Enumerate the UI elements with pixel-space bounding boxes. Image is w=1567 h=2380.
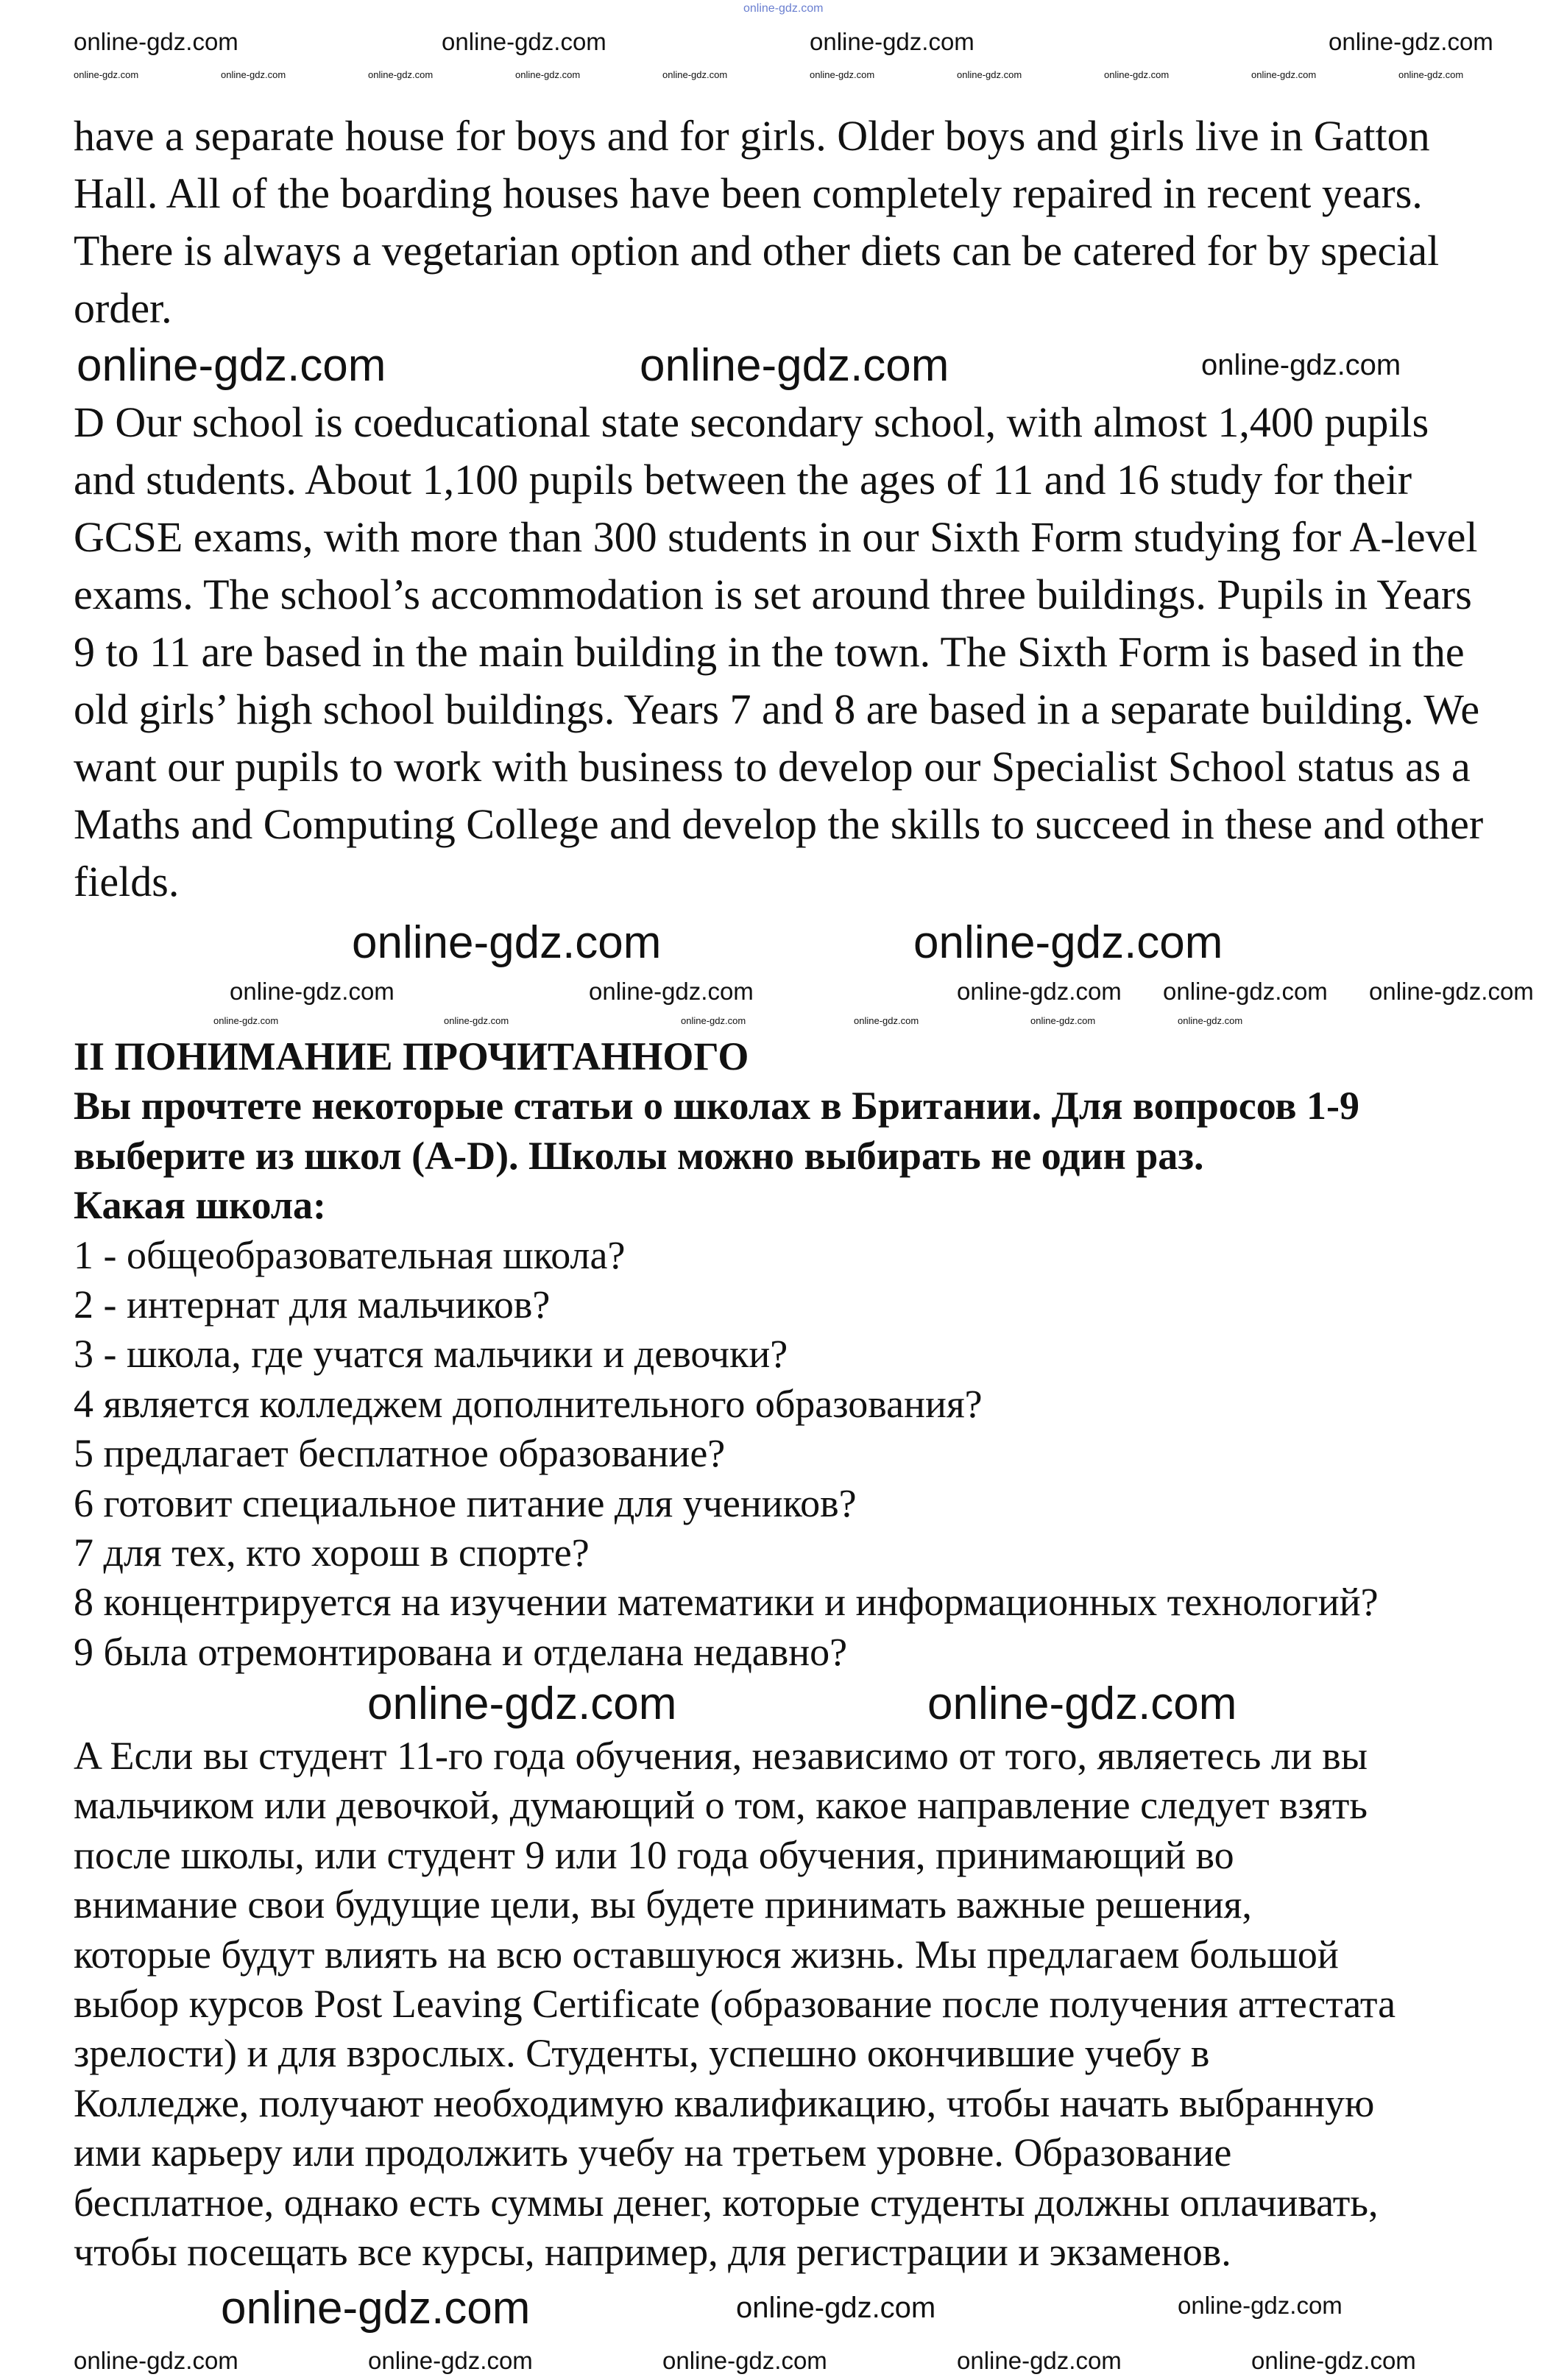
text-line: and students. About 1,100 pupils between the ages of 11 and 16 study for their — [74, 456, 1412, 504]
watermark: online-gdz.com — [1178, 2292, 1343, 2319]
watermark: online-gdz.com — [854, 1015, 919, 1026]
question: 1 - общеобразовательная школа? — [74, 1232, 626, 1277]
watermark: online-gdz.com — [221, 69, 286, 80]
watermark: online-gdz.com — [662, 2347, 827, 2374]
text-line: 9 to 11 are based in the main building in the town. The Sixth Form is based in the — [74, 628, 1465, 676]
watermark: online-gdz.com — [913, 917, 1223, 968]
question: 5 предлагает бесплатное образование? — [74, 1431, 726, 1476]
watermark: online-gdz.com — [1251, 2347, 1416, 2374]
watermark: online-gdz.com — [743, 2, 824, 15]
watermark: online-gdz.com — [1030, 1015, 1096, 1026]
watermark: online-gdz.com — [221, 2283, 531, 2334]
question: 8 концентрируется на изучении математики и информационных технологий? — [74, 1580, 1379, 1625]
watermark: online-gdz.com — [1178, 1015, 1243, 1026]
watermark: online-gdz.com — [230, 978, 395, 1005]
watermark: online-gdz.com — [589, 978, 754, 1005]
watermark: online-gdz.com — [927, 1678, 1237, 1729]
question: 3 - школа, где учатся мальчики и девочки? — [74, 1332, 788, 1377]
watermark: online-gdz.com — [1163, 978, 1328, 1005]
watermark: online-gdz.com — [367, 1678, 677, 1729]
watermark: online-gdz.com — [444, 1015, 509, 1026]
text-line: A Если вы студент 11-го года обучения, независимо от того, являетесь ли вы — [74, 1734, 1368, 1778]
watermark: online-gdz.com — [1201, 349, 1401, 381]
text-line: GCSE exams, with more than 300 students in our Sixth Form studying for A-level — [74, 513, 1478, 561]
watermark: online-gdz.com — [957, 2347, 1122, 2374]
paragraph-c-end — [74, 107, 1439, 337]
watermark: online-gdz.com — [368, 69, 434, 80]
text-line: order. — [74, 284, 172, 332]
watermark: online-gdz.com — [352, 917, 662, 968]
watermark: online-gdz.com — [74, 69, 139, 80]
question: 9 была отремонтирована и отделана недавно? — [74, 1629, 848, 1674]
text-line: Колледже, получают необходимую квалификацию, чтобы начать выбранную — [74, 2080, 1375, 2125]
text-line: There is always a vegetarian option and other diets can be catered for by special — [74, 227, 1440, 275]
watermark: online-gdz.com — [810, 28, 974, 55]
question: 2 - интернат для мальчиков? — [74, 1282, 551, 1327]
text-line: Maths and Computing College and develop the skills to succeed in these and other — [74, 800, 1484, 848]
watermark: online-gdz.com — [77, 340, 386, 391]
text-line: have a separate house for boys and for girls. Older boys and girls live in Gatton — [74, 112, 1430, 160]
watermark: online-gdz.com — [736, 2292, 936, 2324]
text-line: выбор курсов Post Leaving Certificate (образование после получения аттестата — [74, 1981, 1396, 2026]
watermark: online-gdz.com — [1398, 69, 1464, 80]
text-line: бесплатное, однако есть суммы денег, которые студенты должны оплачивать, — [74, 2180, 1379, 2225]
watermark: online-gdz.com — [957, 69, 1022, 80]
question: 7 для тех, кто хорош в спорте? — [74, 1530, 590, 1575]
text-line: внимание свои будущие цели, вы будете принимать важные решения, — [74, 1882, 1252, 1927]
text-line: зрелости) и для взрослых. Студенты, успешно окончившие учебу в — [74, 2031, 1210, 2076]
instruction-line: выберите из школ (A-D). Школы можно выбирать не один раз. — [74, 1133, 1204, 1178]
text-line: мальчиком или девочкой, думающий о том, какое направление следует взять — [74, 1783, 1368, 1828]
watermark: online-gdz.com — [662, 69, 728, 80]
watermark: online-gdz.com — [810, 69, 875, 80]
watermark: online-gdz.com — [1329, 28, 1493, 55]
question: 4 является колледжем дополнительного образования? — [74, 1381, 983, 1426]
watermark: online-gdz.com — [957, 978, 1122, 1005]
watermark: online-gdz.com — [681, 1015, 746, 1026]
text-line: old girls’ high school buildings. Years 7 and 8 are based in a separate building. We — [74, 685, 1480, 733]
watermark: online-gdz.com — [1369, 978, 1534, 1005]
paragraph-d — [74, 394, 1483, 911]
question: 6 готовит специальное питание для учеников? — [74, 1480, 857, 1525]
watermark: online-gdz.com — [640, 340, 949, 391]
text-line: после школы, или студент 9 или 10 года обучения, принимающий во — [74, 1832, 1234, 1877]
watermark: online-gdz.com — [74, 28, 238, 55]
text-line: exams. The school’s accommodation is set around three buildings. Pupils in Years — [74, 571, 1472, 618]
watermark: online-gdz.com — [213, 1015, 279, 1026]
text-line: чтобы посещать все курсы, например, для регистрации и экзаменов. — [74, 2229, 1231, 2274]
watermark: online-gdz.com — [1104, 69, 1170, 80]
text-line: D Our school is coeducational state secondary school, with almost 1,400 pupils — [74, 398, 1429, 446]
watermark: online-gdz.com — [442, 28, 606, 55]
reading-comprehension-section — [74, 1032, 1379, 1677]
text-line: fields. — [74, 858, 180, 905]
paragraph-a — [74, 1731, 1396, 2277]
text-line: want our pupils to work with business to develop our Specialist School status as a — [74, 743, 1471, 791]
text-line: Hall. All of the boarding houses have been completely repaired in recent years. — [74, 169, 1423, 217]
watermark: online-gdz.com — [74, 2347, 238, 2374]
watermark: online-gdz.com — [1251, 69, 1317, 80]
text-line: ими карьеру или продолжить учебу на третьем уровне. Образование — [74, 2130, 1232, 2175]
section-heading: II ПОНИМАНИЕ ПРОЧИТАННОГО — [74, 1034, 749, 1078]
instruction-line: Какая школа: — [74, 1183, 327, 1228]
watermark: online-gdz.com — [515, 69, 581, 80]
watermark: online-gdz.com — [368, 2347, 533, 2374]
text-line: которые будут влиять на всю оставшуюся жизнь. Мы предлагаем большой — [74, 1932, 1339, 1977]
instruction-line: Вы прочтете некоторые статьи о школах в Британии. Для вопросов 1-9 — [74, 1084, 1360, 1129]
